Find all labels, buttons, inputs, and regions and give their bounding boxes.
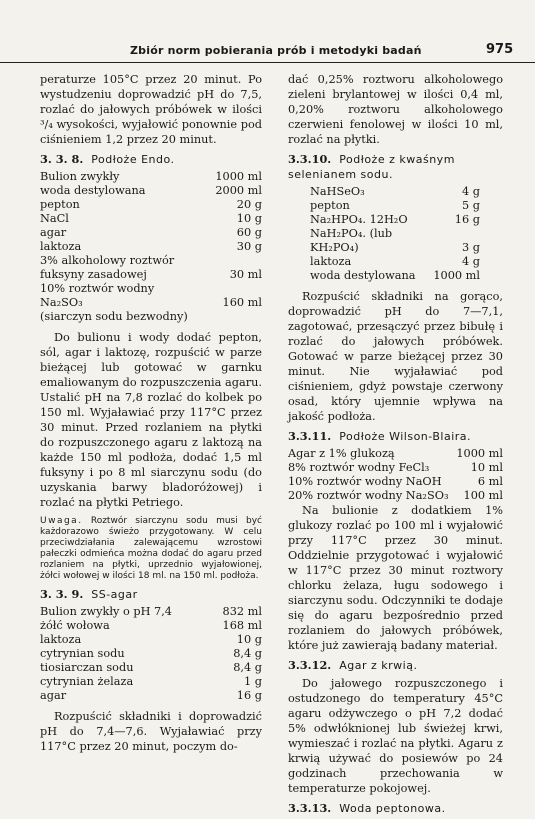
ingredient-quantity: 30 ml xyxy=(229,268,262,281)
ingredient-quantity: 3 g xyxy=(461,241,480,254)
ingredient-quantity: 10 g xyxy=(236,212,262,225)
recipe-row xyxy=(288,475,503,489)
endo-recipe-table xyxy=(40,170,262,324)
section-heading-3-3-13 xyxy=(288,801,503,816)
ingredient-name: laktoza xyxy=(40,240,82,253)
ingredient-name: NaCl xyxy=(40,212,69,225)
recipe-row xyxy=(40,647,262,661)
section-title: Podłoże Endo. xyxy=(91,153,175,166)
ingredient-name: pepton xyxy=(310,199,350,212)
section-title: Podłoże z kwaśnym selenianem sodu. xyxy=(288,153,455,181)
ingredient-quantity: 4 g xyxy=(461,255,480,268)
wilson-blair-recipe-table xyxy=(288,447,503,503)
ingredient-name: 20% roztwór wodny Na₂SO₃ xyxy=(288,489,449,502)
section-number: 3. 3. 9. xyxy=(40,587,84,601)
running-header xyxy=(0,40,535,63)
recipe-row xyxy=(40,254,262,268)
recipe-row xyxy=(40,212,262,226)
ingredient-quantity: 1000 ml xyxy=(433,269,480,282)
ingredient-quantity xyxy=(209,282,262,296)
ingredient-name: Bulion zwykły xyxy=(40,170,120,183)
section-heading-3-3-12 xyxy=(288,658,503,673)
recipe-row xyxy=(40,282,262,296)
section-title: Agar z krwią. xyxy=(339,659,418,672)
ingredient-quantity xyxy=(428,227,480,241)
ingredient-quantity: 30 g xyxy=(236,240,262,253)
page-number: 975 xyxy=(486,42,514,57)
recipe-row xyxy=(40,675,262,689)
recipe-row xyxy=(310,269,480,283)
ingredient-name: Na₂HPO₄. 12H₂O xyxy=(310,213,408,226)
recipe-row xyxy=(40,619,262,633)
ingredient-quantity: 10 g xyxy=(236,633,262,646)
section-title: Woda peptonowa. xyxy=(339,802,446,815)
recipe-row xyxy=(40,310,262,324)
ingredient-quantity: 8,4 g xyxy=(233,647,262,660)
paragraph-wilson-blair: Na bulionie z dodatkiem 1% glukozy rozlać po 100 ml i wyjałowić przy 117°C przez 30 minut. Oddzielnie przygotować i wyjałowić w 117°C przez 30 minut roztwory chlorku żelaza, ługu sodowego i siarczynu sodu. Odczynniki te dodaje się do agaru bezpośrednio przed rozlaniem do jałowych próbówek, które już zawierają badany materiał. xyxy=(288,504,503,652)
section-number: 3.3.12. xyxy=(288,658,332,672)
ingredient-name: KH₂PO₄) xyxy=(310,241,359,254)
paragraph-blood-agar: Do jałowego rozpuszczonego i ostudzonego do temperatury 45°C agaru odżywczego o pH 7,2 dodać 5% odwłóknionej lub świeżej krwi, wymieszać i rozlać na płytki. Agaru z krwią używać do posiewów po 24 godzinach przechowania w temperaturze pokojowej. xyxy=(288,677,503,795)
recipe-row xyxy=(40,198,262,212)
ingredient-name: woda destylowana xyxy=(40,184,146,197)
ingredient-name: (siarczyn sodu bezwodny) xyxy=(40,310,188,323)
recipe-row xyxy=(310,241,480,255)
ingredient-quantity: 16 g xyxy=(454,213,480,226)
ingredient-name: cytrynian sodu xyxy=(40,647,125,660)
recipe-row xyxy=(288,447,503,461)
section-number: 3. 3. 8. xyxy=(40,152,84,166)
ingredient-name: pepton xyxy=(40,198,80,211)
ingredient-quantity: 1000 ml xyxy=(215,170,262,183)
ingredient-name: woda destylowana xyxy=(310,269,416,282)
ss-agar-recipe-table xyxy=(40,605,262,703)
paragraph-endo: Do bulionu i wody dodać pepton, sól, agar i laktozę, rozpuścić w parze bieżącej lub gotować w garnku emaliowanym do rozpuszczenia agaru. Ustalić pH na 7,8 rozlać do kolbek po 150 ml. Wyjaławiać przy 117°C przez 30 minut. Przed rozlaniem na płytki do rozpuszczonego agaru z laktozą na każde 150 ml podłoża, dodać 1,5 ml fuksyny i po 8 ml siarczynu sodu (do uzyskania barwy bladoróżowej) i rozlać na płytki Petriego. xyxy=(40,331,262,509)
recipe-row xyxy=(310,185,480,199)
recipe-row xyxy=(40,184,262,198)
ingredient-name: laktoza xyxy=(40,633,82,646)
ingredient-quantity: 2000 ml xyxy=(215,184,262,197)
ingredient-name: cytrynian żelaza xyxy=(40,675,134,688)
recipe-row xyxy=(40,170,262,184)
ingredient-name: 8% roztwór wodny FeCl₃ xyxy=(288,461,430,474)
section-heading-3-3-11 xyxy=(288,429,503,444)
ingredient-quantity: 160 ml xyxy=(222,296,262,309)
ingredient-name: 10% roztwór wodny NaOH xyxy=(288,475,442,488)
paragraph-continuation: dać 0,25% roztworu alkoholowego zieleni brylantowej w ilości 0,4 ml, 0,20% roztworu alkoholowego czerwieni fenolowej w ilości 10 ml, rozlać na płytki. xyxy=(288,73,503,146)
ingredient-quantity xyxy=(209,310,262,324)
recipe-row xyxy=(40,268,262,282)
ingredient-quantity: 168 ml xyxy=(222,619,262,632)
ingredient-quantity: 832 ml xyxy=(222,605,262,618)
note-text: Roztwór siarczynu sodu musi być każdorazowo świeżo przygotowany. W celu przeciwdziałania zalewającemu wzrostowi pałeczki odmieńca można dodać do agaru przed rozlaniem na płytki, uprzednio wyjałowionej, żółci wołowej w ilości 18 ml. na 150 ml. podłoża. xyxy=(40,516,262,581)
selenite-recipe-table xyxy=(310,185,480,283)
ingredient-name: Bulion zwykły o pH 7,4 xyxy=(40,605,172,618)
ingredient-name: Agar z 1% glukozą xyxy=(288,447,395,460)
paragraph-selenite: Rozpuścić składniki na gorąco, doprowadzić pH do 7—7,1, zagotować, przesączyć przez bibułę i rozlać do jałowych próbówek. Gotować w parze bieżącej przez 30 minut. Nie wyjaławiać pod ciśnieniem, gdyż powstaje czerwony osad, który ujemnie wpływa na jakość podłoża. xyxy=(288,290,503,423)
left-column xyxy=(40,72,262,754)
ingredient-quantity: 20 g xyxy=(236,198,262,211)
ingredient-name: NaHSeO₃ xyxy=(310,185,365,198)
ingredient-quantity: 1 g xyxy=(243,675,262,688)
recipe-row xyxy=(40,296,262,310)
ingredient-quantity: 4 g xyxy=(461,185,480,198)
section-title: SS-agar xyxy=(91,588,138,601)
ingredient-name: NaH₂PO₄. (lub xyxy=(310,227,393,240)
ingredient-quantity: 100 ml xyxy=(463,489,503,502)
paragraph-intro: peraturze 105°C przez 20 minut. Po wystudzeniu doprowadzić pH do 7,5, rozlać do jałowych próbówek w ilości ³/₄ wysokości, wyjałowić ponownie pod ciśnieniem 1,2 przez 20 minut. xyxy=(40,73,262,146)
ingredient-name: agar xyxy=(40,689,67,702)
note-label: Uwaga. xyxy=(40,516,83,526)
ingredient-quantity: 60 g xyxy=(236,226,262,239)
recipe-row xyxy=(310,213,480,227)
section-number: 3.3.10. xyxy=(288,152,332,166)
ingredient-name: Na₂SO₃ xyxy=(40,296,83,309)
ingredient-quantity xyxy=(209,254,262,268)
section-number: 3.3.13. xyxy=(288,801,332,815)
ingredient-quantity: 16 g xyxy=(236,689,262,702)
recipe-row xyxy=(310,199,480,213)
ingredient-name: tiosiarczan sodu xyxy=(40,661,134,674)
ingredient-quantity: 6 ml xyxy=(477,475,503,488)
ingredient-quantity: 8,4 g xyxy=(233,661,262,674)
recipe-row xyxy=(40,240,262,254)
running-title: Zbiór norm pobierania prób i metodyki badań xyxy=(130,44,422,57)
section-number: 3.3.11. xyxy=(288,429,332,443)
note-box xyxy=(40,516,262,582)
ingredient-quantity: 1000 ml xyxy=(456,447,503,460)
section-heading-3-3-9 xyxy=(40,587,262,602)
ingredient-name: laktoza xyxy=(310,255,352,268)
recipe-row xyxy=(310,255,480,269)
recipe-row xyxy=(40,633,262,647)
ingredient-name: 3% alkoholowy roztwór xyxy=(40,254,175,267)
recipe-row xyxy=(40,226,262,240)
recipe-row xyxy=(310,227,480,241)
recipe-row xyxy=(40,605,262,619)
paragraph-ss: Rozpuścić składniki i doprowadzić pH do 7,4—7,6. Wyjaławiać przy 117°C przez 20 minut, poczym do- xyxy=(40,710,262,753)
recipe-row xyxy=(40,661,262,675)
section-heading-3-3-10 xyxy=(288,152,503,182)
section-title: Podłoże Wilson-Blaira. xyxy=(339,430,472,443)
ingredient-name: agar xyxy=(40,226,67,239)
recipe-row xyxy=(288,461,503,475)
ingredient-quantity: 5 g xyxy=(461,199,480,212)
recipe-row xyxy=(288,489,503,503)
recipe-row xyxy=(40,689,262,703)
ingredient-quantity: 10 ml xyxy=(470,461,503,474)
ingredient-name: fuksyny zasadowej xyxy=(40,268,147,281)
ingredient-name: 10% roztwór wodny xyxy=(40,282,155,295)
right-column xyxy=(288,72,503,819)
ingredient-name: żółć wołowa xyxy=(40,619,110,632)
section-heading-3-3-8 xyxy=(40,152,262,167)
